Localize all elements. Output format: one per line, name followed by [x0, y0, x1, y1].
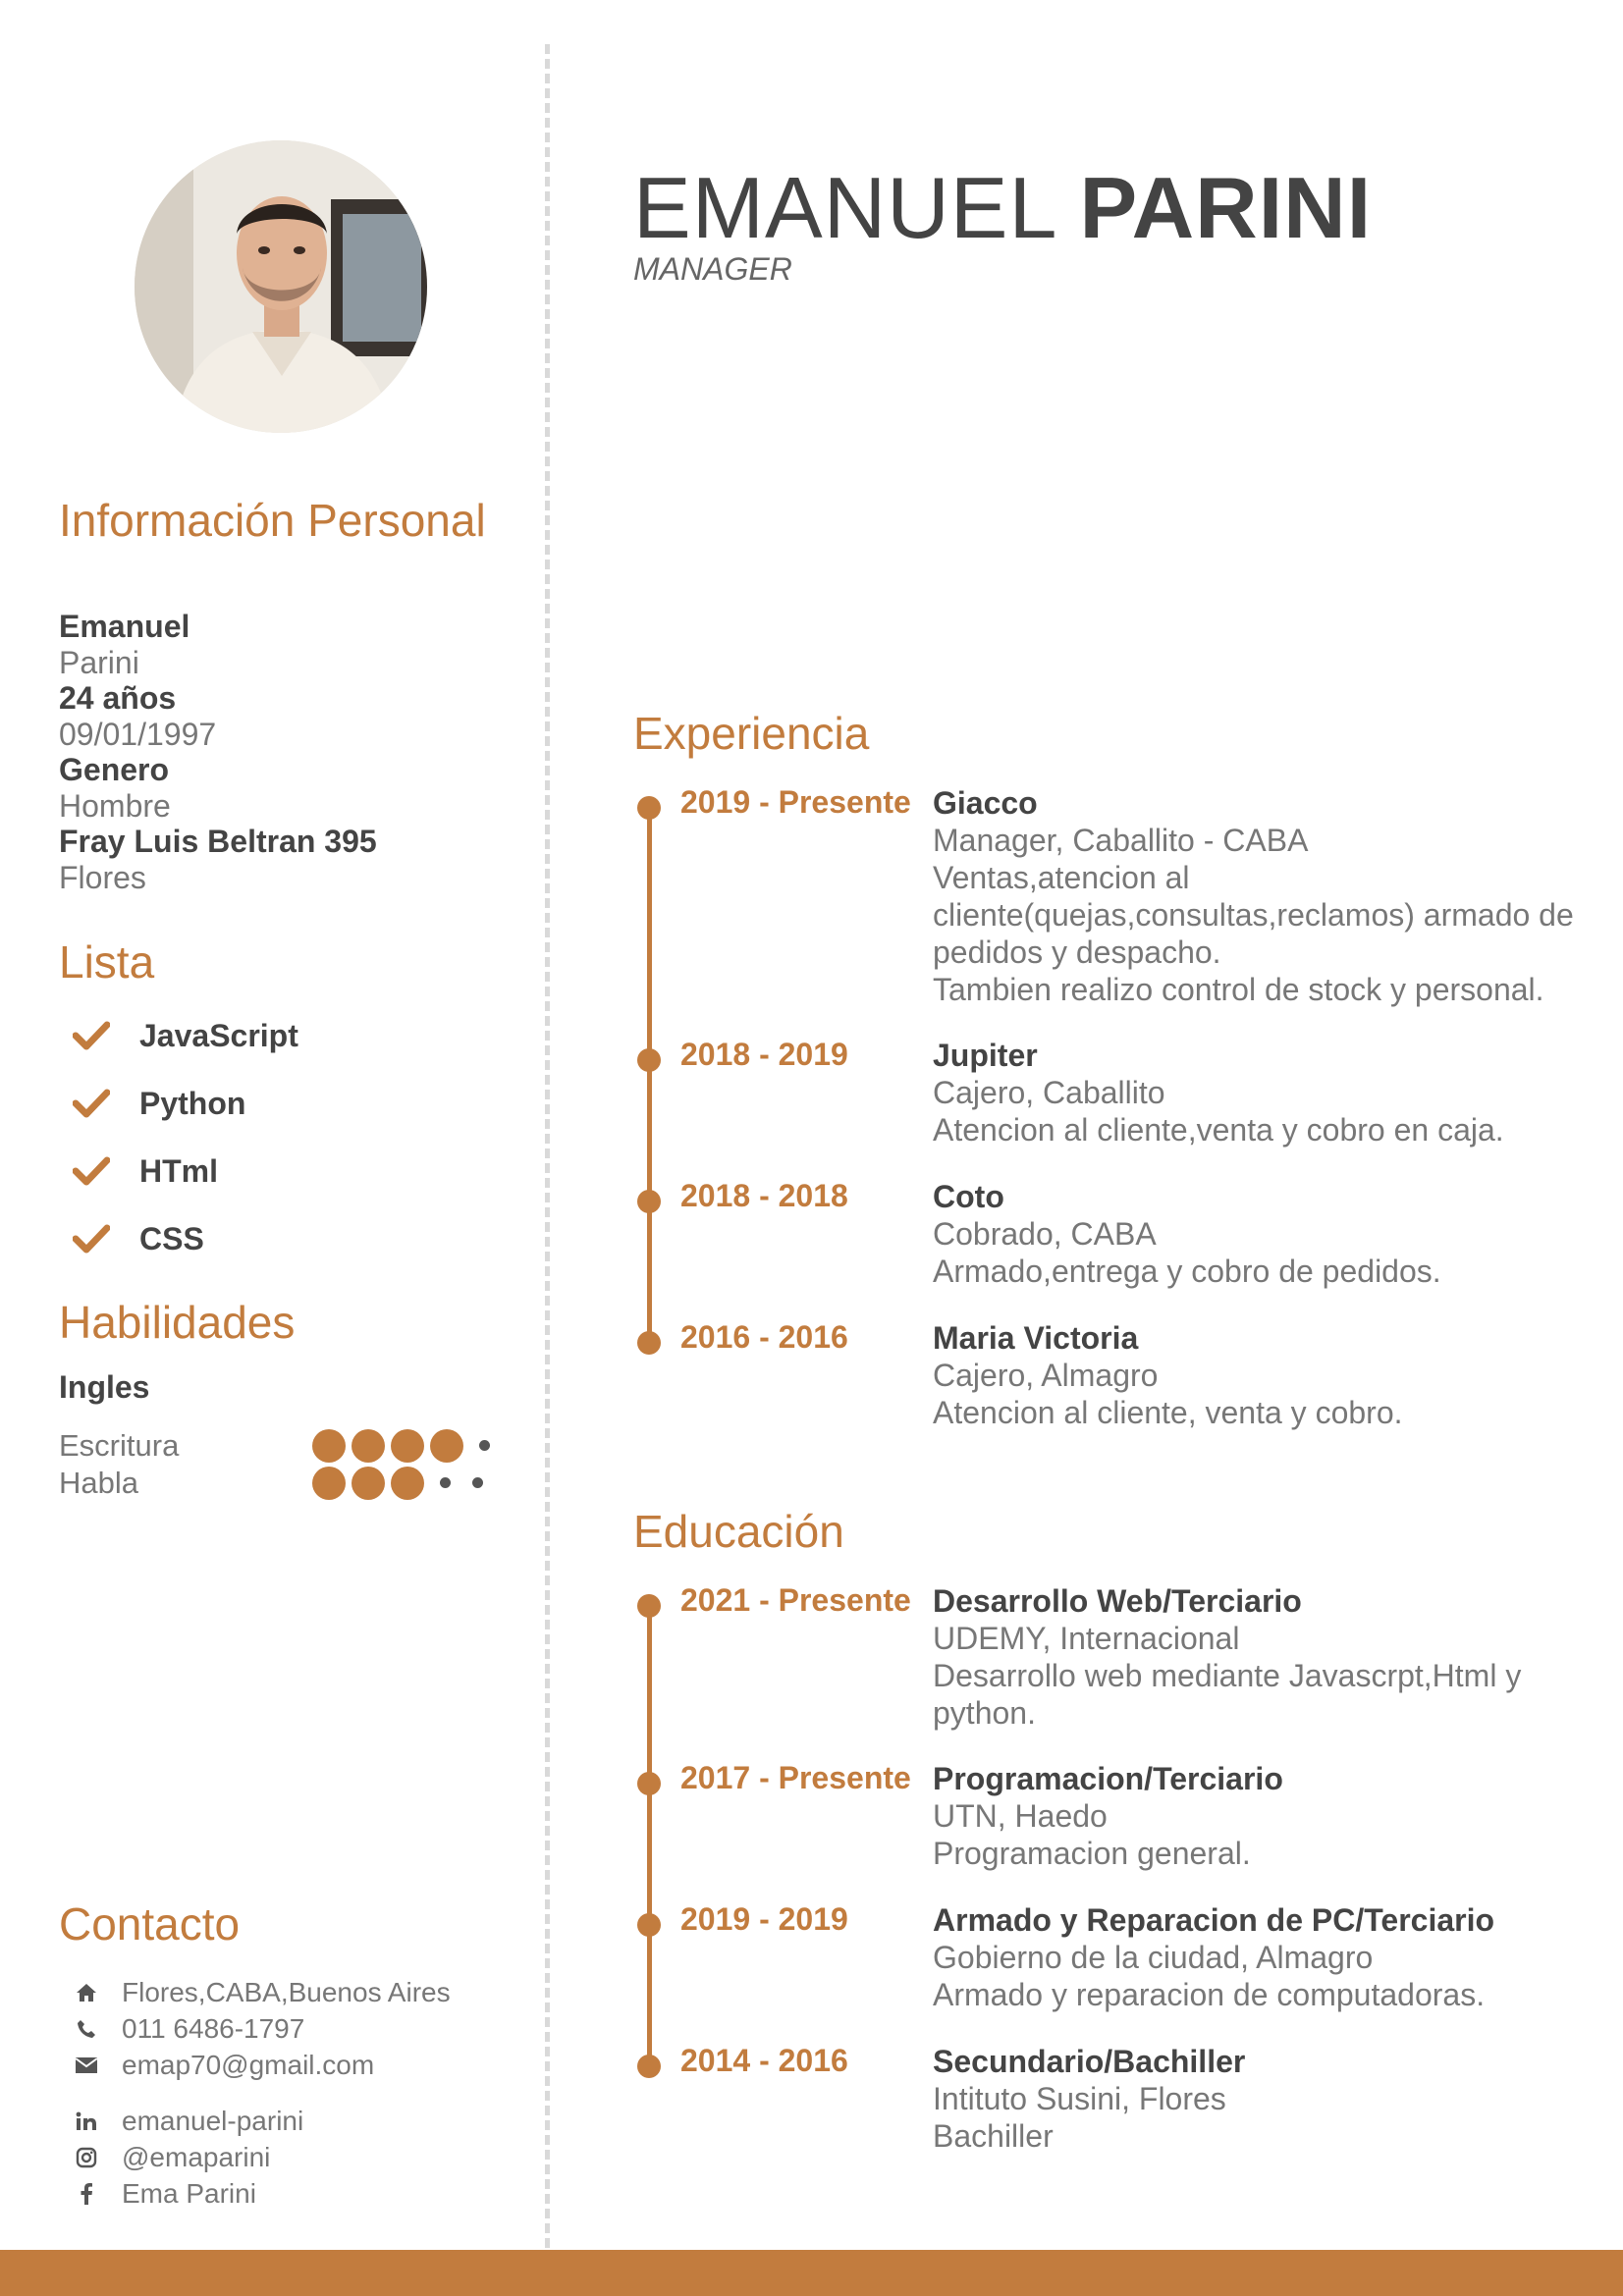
- education-entry: [633, 1760, 1576, 1901]
- entry-desc-line: Atencion al cliente,venta y cobro en caja.: [933, 1111, 1504, 1148]
- personal-label: 24 años: [59, 680, 177, 716]
- personal-label: Emanuel: [59, 609, 190, 644]
- rating-dot-filled: [352, 1467, 385, 1500]
- entry-desc-line: Bachiller: [933, 2117, 1054, 2154]
- first-name: EMANUEL: [633, 159, 1058, 256]
- list-section: [59, 937, 511, 1273]
- skill-label: Escritura: [59, 1427, 180, 1463]
- check-icon: [73, 1089, 110, 1118]
- timeline-dot: [637, 1594, 661, 1618]
- entry-title: Programacion/Terciario: [933, 1760, 1283, 1796]
- entry-desc-line: python.: [933, 1694, 1036, 1731]
- skill-label: Habla: [59, 1465, 138, 1500]
- skill-row: [59, 1427, 511, 1465]
- education-title: Educación: [633, 1506, 844, 1557]
- rating-dot-filled: [312, 1429, 346, 1463]
- rating-dot-filled: [352, 1429, 385, 1463]
- timeline-dot: [637, 1048, 661, 1072]
- entry-subtitle: Cajero, Caballito: [933, 1074, 1165, 1110]
- personal-section: [59, 496, 511, 546]
- experience-entry: [633, 784, 1576, 1037]
- footer-bar: [0, 2250, 1623, 2296]
- skills-title: Habilidades: [59, 1297, 296, 1348]
- entry-desc-line: cliente(quejas,consultas,reclamos) armado de: [933, 896, 1574, 933]
- entry-period: 2019 - 2019: [680, 1900, 848, 1937]
- list-item: [59, 1070, 511, 1138]
- personal-title: Información Personal: [59, 495, 486, 546]
- experience-entry: [633, 1178, 1576, 1319]
- entry-title: Coto: [933, 1178, 1004, 1214]
- phone-icon: [73, 2017, 100, 2041]
- check-icon: [73, 1224, 110, 1254]
- contact-facebook-text: Ema Parini: [122, 2178, 256, 2210]
- entry-desc-line: pedidos y despacho.: [933, 934, 1221, 970]
- entry-desc-line: Tambien realizo control de stock y personal.: [933, 971, 1544, 1007]
- skill-language: Ingles: [59, 1368, 150, 1405]
- skill-row: [59, 1465, 511, 1502]
- entry-subtitle: Manager, Caballito - CABA: [933, 822, 1309, 858]
- entry-period: 2016 - 2016: [680, 1318, 848, 1355]
- entry-desc-line: Armado y reparacion de computadoras.: [933, 1976, 1486, 2012]
- entry-desc-line: Atencion al cliente, venta y cobro.: [933, 1394, 1403, 1430]
- entry-title: Armado y Reparacion de PC/Terciario: [933, 1901, 1495, 1938]
- contact-instagram-text: @emaparini: [122, 2142, 271, 2173]
- experience-entry: [633, 1319, 1576, 1447]
- timeline-dot: [637, 796, 661, 820]
- envelope-icon: [73, 2054, 100, 2077]
- rating-dot-empty: [472, 1477, 483, 1488]
- contact-facebook: [59, 2176, 511, 2213]
- instagram-icon: [73, 2146, 100, 2169]
- list-title: Lista: [59, 936, 155, 988]
- list-item: [59, 1205, 511, 1273]
- personal-label: Genero: [59, 752, 170, 787]
- personal-value: Hombre: [59, 788, 171, 824]
- personal-value: Parini: [59, 645, 139, 680]
- entry-period: 2017 - Presente: [680, 1759, 911, 1795]
- contact-address: [59, 1975, 511, 2011]
- timeline-dot: [637, 1190, 661, 1213]
- experience-entry: [633, 1037, 1576, 1178]
- personal-value: Flores: [59, 860, 146, 895]
- contact-section: [59, 1899, 511, 2213]
- skill-rating: [312, 1427, 502, 1465]
- check-icon: [73, 1156, 110, 1186]
- entry-period: 2019 - Presente: [680, 783, 911, 820]
- skill-rating: [312, 1465, 495, 1502]
- list-item-label: CSS: [139, 1220, 204, 1256]
- experience-section: [633, 709, 1576, 1447]
- entry-desc-line: Programacion general.: [933, 1835, 1251, 1871]
- rating-dot-filled: [312, 1467, 346, 1500]
- entry-title: Secundario/Bachiller: [933, 2043, 1246, 2079]
- list-item-label: JavaScript: [139, 1017, 298, 1053]
- contact-email-text: emap70@gmail.com: [122, 2050, 375, 2081]
- profile-photo: [135, 140, 427, 433]
- entry-period: 2014 - 2016: [680, 2042, 848, 2078]
- contact-phone-text: 011 6486-1797: [122, 2013, 305, 2045]
- entry-period: 2021 - Presente: [680, 1581, 911, 1618]
- contact-phone: [59, 2011, 511, 2048]
- home-icon: [73, 1981, 100, 2004]
- list-item-label: HTml: [139, 1152, 218, 1189]
- job-role: MANAGER: [633, 251, 792, 287]
- contact-title: Contacto: [59, 1898, 241, 1949]
- timeline-dot: [637, 1331, 661, 1355]
- personal-value: 09/01/1997: [59, 717, 217, 752]
- entry-title: Maria Victoria: [933, 1319, 1139, 1356]
- column-divider: [545, 44, 550, 2248]
- rating-dot-filled: [391, 1429, 424, 1463]
- entry-subtitle: Gobierno de la ciudad, Almagro: [933, 1939, 1374, 1975]
- contact-instagram: [59, 2140, 511, 2176]
- entry-subtitle: UTN, Haedo: [933, 1797, 1108, 1834]
- education-entry: [633, 2043, 1576, 2170]
- facebook-icon: [73, 2182, 100, 2206]
- timeline-dot: [637, 2055, 661, 2078]
- entry-desc-line: Armado,entrega y cobro de pedidos.: [933, 1253, 1441, 1289]
- entry-subtitle: Cobrado, CABA: [933, 1215, 1157, 1252]
- personal-fields: [59, 609, 377, 895]
- skills-section: [59, 1298, 511, 1502]
- timeline-dot: [637, 1913, 661, 1937]
- personal-label: Fray Luis Beltran 395: [59, 824, 377, 859]
- full-name: [633, 159, 1373, 256]
- entry-title: Jupiter: [933, 1037, 1038, 1073]
- contact-linkedin: [59, 2104, 511, 2140]
- check-icon: [73, 1021, 110, 1050]
- entry-title: Desarrollo Web/Terciario: [933, 1582, 1302, 1619]
- contact-address-text: Flores,CABA,Buenos Aires: [122, 1977, 451, 2008]
- entry-period: 2018 - 2018: [680, 1177, 848, 1213]
- entry-title: Giacco: [933, 784, 1038, 821]
- entry-desc-line: Ventas,atencion al: [933, 859, 1190, 895]
- education-entry: [633, 1901, 1576, 2043]
- list-item: [59, 1002, 511, 1070]
- education-entry: [633, 1582, 1576, 1760]
- experience-title: Experiencia: [633, 708, 870, 759]
- rating-dot-filled: [430, 1429, 463, 1463]
- rating-dot-empty: [479, 1440, 490, 1451]
- timeline-dot: [637, 1772, 661, 1795]
- entry-period: 2018 - 2019: [680, 1036, 848, 1072]
- last-name: PARINI: [1079, 159, 1373, 256]
- list-item: [59, 1138, 511, 1205]
- linkedin-icon: [73, 2109, 100, 2133]
- rating-dot-filled: [391, 1467, 424, 1500]
- education-section: [633, 1507, 1576, 2170]
- entry-subtitle: Intituto Susini, Flores: [933, 2080, 1226, 2116]
- contact-linkedin-text: emanuel-parini: [122, 2106, 304, 2137]
- entry-desc-line: Desarrollo web mediante Javascrpt,Html y: [933, 1657, 1522, 1693]
- rating-dot-empty: [440, 1477, 451, 1488]
- list-item-label: Python: [139, 1085, 246, 1121]
- entry-subtitle: UDEMY, Internacional: [933, 1620, 1240, 1656]
- entry-subtitle: Cajero, Almagro: [933, 1357, 1159, 1393]
- contact-email: [59, 2048, 511, 2084]
